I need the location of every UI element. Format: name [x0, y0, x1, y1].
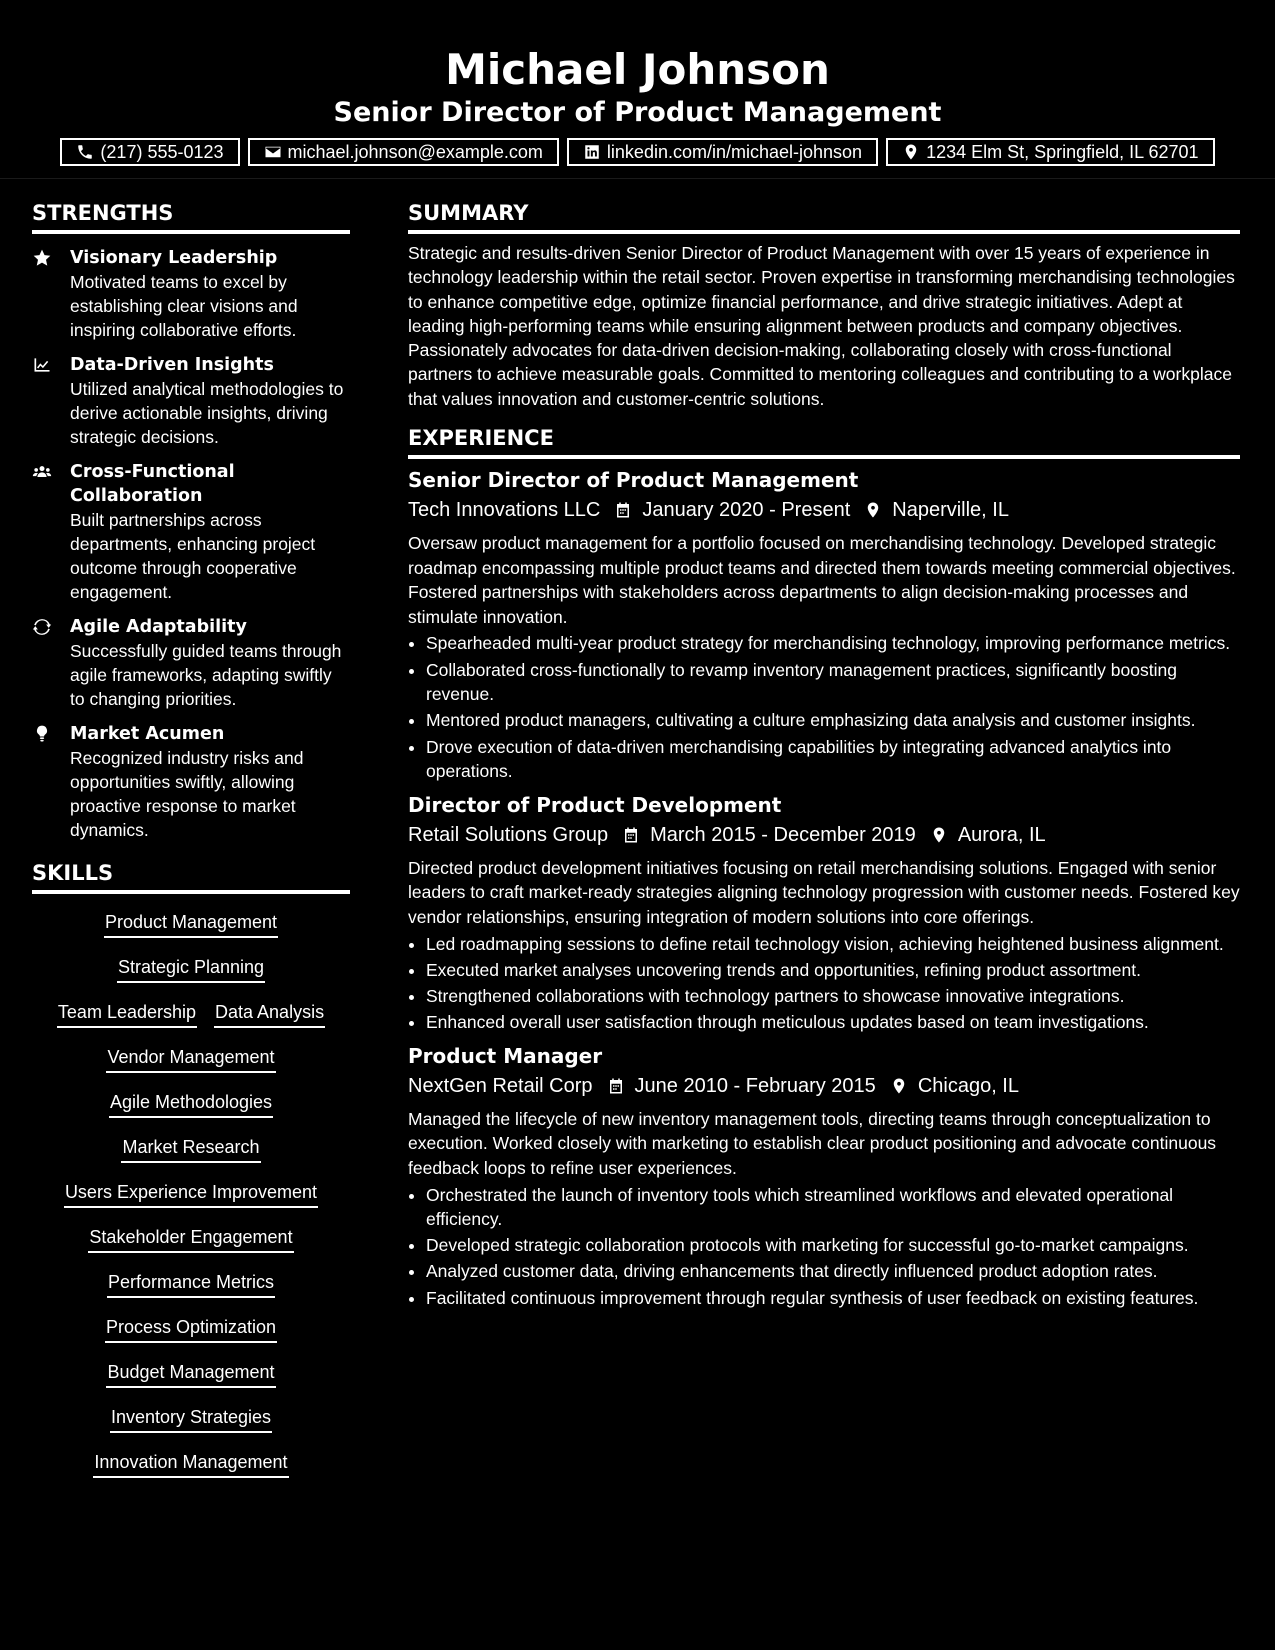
job-dates: June 2010 - February 2015 [634, 1074, 876, 1097]
skill-tag: Process Optimization [105, 1315, 277, 1343]
contact-email[interactable] [248, 138, 559, 166]
strength-item [32, 460, 350, 604]
strength-name: Visionary Leadership [70, 248, 278, 268]
strength-desc: Motivated teams to excel by establishing clear visions and inspiring collaborative efforts. [70, 272, 298, 340]
job-location: Chicago, IL [917, 1074, 1019, 1097]
linkedin-icon [583, 143, 601, 161]
map-pin-icon [890, 1076, 908, 1096]
contact-bar [0, 138, 1275, 166]
job-description: Directed product development initiatives focusing on retail merchandising solutions. Engaged with senior leaders to craft market-ready strategies aligning technology progression with customer needs. Fostered key vendor relationships, ensuring integration of modern solutions into core offerings. [408, 857, 1240, 927]
strength-item [32, 353, 350, 449]
skill-tag: Performance Metrics [107, 1270, 275, 1298]
skill-tag: Market Research [121, 1135, 260, 1163]
strengths-list [32, 246, 350, 842]
sync-icon [32, 617, 52, 637]
contact-address[interactable] [886, 138, 1215, 166]
job-bullet: • Enhanced overall user satisfaction through meticulous updates based on team investigations. [426, 1010, 1240, 1035]
contact-phone-text: (217) 555-0123 [100, 141, 224, 162]
summary-text: Strategic and results-driven Senior Director of Product Management with over 15 years of experience in technology leadership within the retail sector. Proven expertise in transforming merchandising technologies to enhance competitive edge, optimize financial performance, and drive strategic initiatives. Adept at leading high-performing teams while ensuring alignment between products and company objectives. Passionately advocates for data-driven decision-making, collaborating closely with cross-functional partners to achieve measurable goals. Committed to mentoring colleagues and contributing to a workplace that values innovation and customer-centric solutions. [408, 243, 1235, 409]
skills-heading: SKILLS [32, 860, 350, 894]
job-bullet: • Executed market analyses uncovering trends and opportunities, refining product assortment. [426, 958, 1240, 983]
candidate-title: Senior Director of Product Management [333, 97, 942, 128]
strength-desc: Utilized analytical methodologies to derive actionable insights, driving strategic decisions. [70, 379, 344, 447]
envelope-icon [264, 143, 282, 161]
job-bullet: • Drove execution of data-driven merchandising capabilities by integrating advanced analytics into operations. [426, 735, 1240, 784]
job-bullet: • Facilitated continuous improvement through regular synthesis of user feedback on existing features. [426, 1286, 1240, 1311]
calendar-icon [622, 825, 640, 845]
skill-tag: Agile Methodologies [109, 1090, 273, 1118]
job-location: Naperville, IL [892, 499, 1009, 522]
strength-desc: Successfully guided teams through agile frameworks, adapting swiftly to changing priorities. [70, 641, 342, 709]
job-bullet: • Mentored product managers, cultivating a culture emphasizing data analysis and customer insights. [426, 708, 1240, 733]
map-pin-icon [902, 143, 920, 161]
job-company: Retail Solutions Group [408, 823, 609, 846]
job-bullet: • Developed strategic collaboration protocols with marketing for successful go-to-market campaigns. [426, 1233, 1240, 1258]
star-icon [32, 248, 52, 268]
left-column [32, 200, 350, 1495]
contact-address-text: 1234 Elm St, Springfield, IL 62701 [926, 141, 1199, 162]
contact-phone[interactable] [60, 138, 239, 166]
skill-tag: Innovation Management [93, 1450, 288, 1478]
strength-name: Agile Adaptability [70, 617, 247, 637]
job-description: Oversaw product management for a portfolio focused on merchandising technology. Developed strategic roadmap encompassing multiple product teams and directed them towards meeting commercial objectives. Fostered partnerships with stakeholders across departments to align decision-making processes and stimulate innovation. [408, 533, 1236, 627]
strength-name: Market Acumen [70, 724, 225, 744]
strength-item [32, 722, 350, 842]
job-company: NextGen Retail Corp [408, 1074, 593, 1097]
job-title: Product Manager [408, 1043, 603, 1068]
phone-icon [76, 143, 94, 161]
skill-tag: Team Leadership [57, 1000, 197, 1028]
job-location: Aurora, IL [957, 823, 1046, 846]
calendar-icon [614, 500, 632, 520]
job-bullets [408, 932, 1240, 1035]
job-bullet: • Analyzed customer data, driving enhancements that directly influenced product adoption rates. [426, 1259, 1240, 1284]
contact-email-text: michael.johnson@example.com [287, 141, 543, 162]
job-company: Tech Innovations LLC [408, 499, 601, 522]
job-dates: January 2020 - Present [642, 499, 851, 522]
calendar-icon [607, 1076, 625, 1096]
resume-header [0, 0, 1275, 166]
experience-heading: EXPERIENCE [408, 425, 1240, 459]
job-bullets [408, 1183, 1240, 1311]
job-title: Senior Director of Product Management [408, 468, 859, 493]
skill-tag: Data Analysis [214, 1000, 325, 1028]
skill-tag: Budget Management [106, 1360, 275, 1388]
lightbulb-icon [32, 724, 52, 744]
job-description: Managed the lifecycle of new inventory management tools, directing teams through conceptualization to execution. Worked closely with marketing to establish clear product positioning and advocate continuous feedback loops to refine user experiences. [408, 1108, 1217, 1178]
skill-tag: Stakeholder Engagement [88, 1225, 293, 1253]
strength-name: Data-Driven Insights [70, 355, 274, 375]
skill-tag: Users Experience Improvement [64, 1180, 318, 1208]
line-chart-icon [32, 355, 52, 375]
job-entry [408, 467, 1240, 784]
map-pin-icon [930, 825, 948, 845]
skill-tag: Strategic Planning [117, 955, 265, 983]
skill-tag: Product Management [104, 910, 278, 938]
map-pin-icon [864, 500, 882, 520]
contact-linkedin-text: linkedin.com/in/michael-johnson [606, 141, 863, 162]
skills-list [32, 910, 350, 1495]
job-bullet: • Orchestrated the launch of inventory tools which streamlined workflows and elevated operational efficiency. [426, 1183, 1240, 1232]
job-meta [408, 495, 1240, 525]
summary-heading: SUMMARY [408, 200, 1240, 234]
users-icon [32, 462, 52, 482]
strength-item [32, 246, 350, 342]
contact-linkedin[interactable] [567, 138, 878, 166]
job-bullets [408, 631, 1240, 783]
header-divider [0, 178, 1275, 179]
strength-desc: Recognized industry risks and opportunities swiftly, allowing proactive response to market dynamics. [70, 748, 304, 840]
job-bullet: • Spearheaded multi-year product strategy for merchandising technology, improving performance metrics. [426, 631, 1240, 656]
strength-name: Cross-Functional Collaboration [70, 462, 235, 506]
job-title: Director of Product Development [408, 792, 782, 817]
job-meta [408, 1071, 1240, 1101]
skill-tag: Inventory Strategies [110, 1405, 272, 1433]
strengths-heading: STRENGTHS [32, 200, 350, 234]
job-bullet: • Strengthened collaborations with technology partners to showcase innovative integrations. [426, 984, 1240, 1009]
candidate-name: Michael Johnson [445, 45, 830, 94]
job-meta [408, 820, 1240, 850]
job-dates: March 2015 - December 2019 [650, 823, 916, 846]
strength-item [32, 615, 350, 711]
job-entry [408, 792, 1240, 1035]
job-bullet: • Led roadmapping sessions to define retail technology vision, achieving heightened business alignment. [426, 932, 1240, 957]
job-entry [408, 1043, 1240, 1311]
skill-tag: Vendor Management [106, 1045, 275, 1073]
job-bullet: • Collaborated cross-functionally to revamp inventory management practices, significantly boosting revenue. [426, 658, 1240, 707]
right-column [408, 200, 1240, 1312]
strength-desc: Built partnerships across departments, enhancing project outcome through cooperative engagement. [70, 510, 316, 602]
